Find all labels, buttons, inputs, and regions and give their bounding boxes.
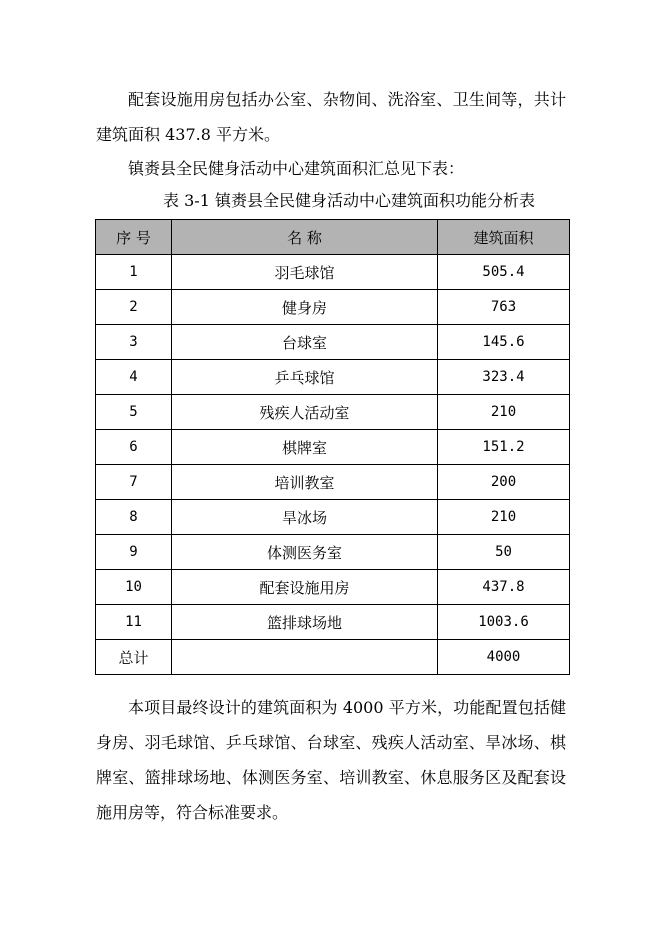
summary-lead-paragraph: 镇赉县全民健身活动中心建筑面积汇总见下表： bbox=[128, 159, 465, 178]
table-row bbox=[96, 255, 570, 290]
row-area: 505.4 bbox=[438, 255, 570, 290]
row-area: 210 bbox=[438, 395, 570, 430]
header-area: 建筑面积 bbox=[438, 220, 570, 255]
table-row bbox=[96, 605, 570, 640]
conclusion-paragraph: 本项目最终设计的建筑面积为 4000 平方米，功能配置包括健身房、羽毛球馆、乒乓球馆、台球室、残疾人活动室、旱冰场、棋牌室、篮排球场地、体测医务室、培训教室、休息服务区及配套设施用房等，符合标准要求。 bbox=[96, 698, 566, 822]
area-table bbox=[95, 219, 570, 675]
row-name: 体测医务室 bbox=[172, 535, 438, 570]
row-area: 437.8 bbox=[438, 570, 570, 605]
row-area: 1003.6 bbox=[438, 605, 570, 640]
total-area: 4000 bbox=[438, 640, 570, 675]
row-name: 旱冰场 bbox=[172, 500, 438, 535]
row-name: 棋牌室 bbox=[172, 430, 438, 465]
row-area: 200 bbox=[438, 465, 570, 500]
row-seq: 8 bbox=[96, 500, 172, 535]
table-row bbox=[96, 430, 570, 465]
row-seq: 3 bbox=[96, 325, 172, 360]
row-name: 乒乓球馆 bbox=[172, 360, 438, 395]
row-name: 残疾人活动室 bbox=[172, 395, 438, 430]
row-seq: 11 bbox=[96, 605, 172, 640]
header-name: 名 称 bbox=[172, 220, 438, 255]
row-name: 配套设施用房 bbox=[172, 570, 438, 605]
row-area: 210 bbox=[438, 500, 570, 535]
table-total-row bbox=[96, 640, 570, 675]
row-area: 763 bbox=[438, 290, 570, 325]
table-row bbox=[96, 290, 570, 325]
row-seq: 7 bbox=[96, 465, 172, 500]
table-row bbox=[96, 500, 570, 535]
row-seq: 5 bbox=[96, 395, 172, 430]
row-area: 151.2 bbox=[438, 430, 570, 465]
row-name: 羽毛球馆 bbox=[172, 255, 438, 290]
row-seq: 4 bbox=[96, 360, 172, 395]
table-row bbox=[96, 325, 570, 360]
row-name: 篮排球场地 bbox=[172, 605, 438, 640]
row-seq: 1 bbox=[96, 255, 172, 290]
row-name: 台球室 bbox=[172, 325, 438, 360]
table-row bbox=[96, 395, 570, 430]
row-seq: 9 bbox=[96, 535, 172, 570]
row-area: 323.4 bbox=[438, 360, 570, 395]
row-seq: 10 bbox=[96, 570, 172, 605]
row-area: 50 bbox=[438, 535, 570, 570]
table-row bbox=[96, 570, 570, 605]
header-seq: 序 号 bbox=[96, 220, 172, 255]
total-name bbox=[172, 640, 438, 675]
table-caption: 表 3-1 镇赉县全民健身活动中心建筑面积功能分析表 bbox=[163, 191, 535, 210]
table-row bbox=[96, 535, 570, 570]
row-name: 健身房 bbox=[172, 290, 438, 325]
table-row bbox=[96, 465, 570, 500]
total-label: 总计 bbox=[96, 640, 172, 675]
intro-paragraph: 配套设施用房包括办公室、杂物间、洗浴室、卫生间等，共计建筑面积 437.8 平方米。 bbox=[96, 90, 566, 144]
row-seq: 6 bbox=[96, 430, 172, 465]
row-area: 145.6 bbox=[438, 325, 570, 360]
row-seq: 2 bbox=[96, 290, 172, 325]
table-header-row bbox=[96, 220, 570, 255]
row-name: 培训教室 bbox=[172, 465, 438, 500]
table-row bbox=[96, 360, 570, 395]
